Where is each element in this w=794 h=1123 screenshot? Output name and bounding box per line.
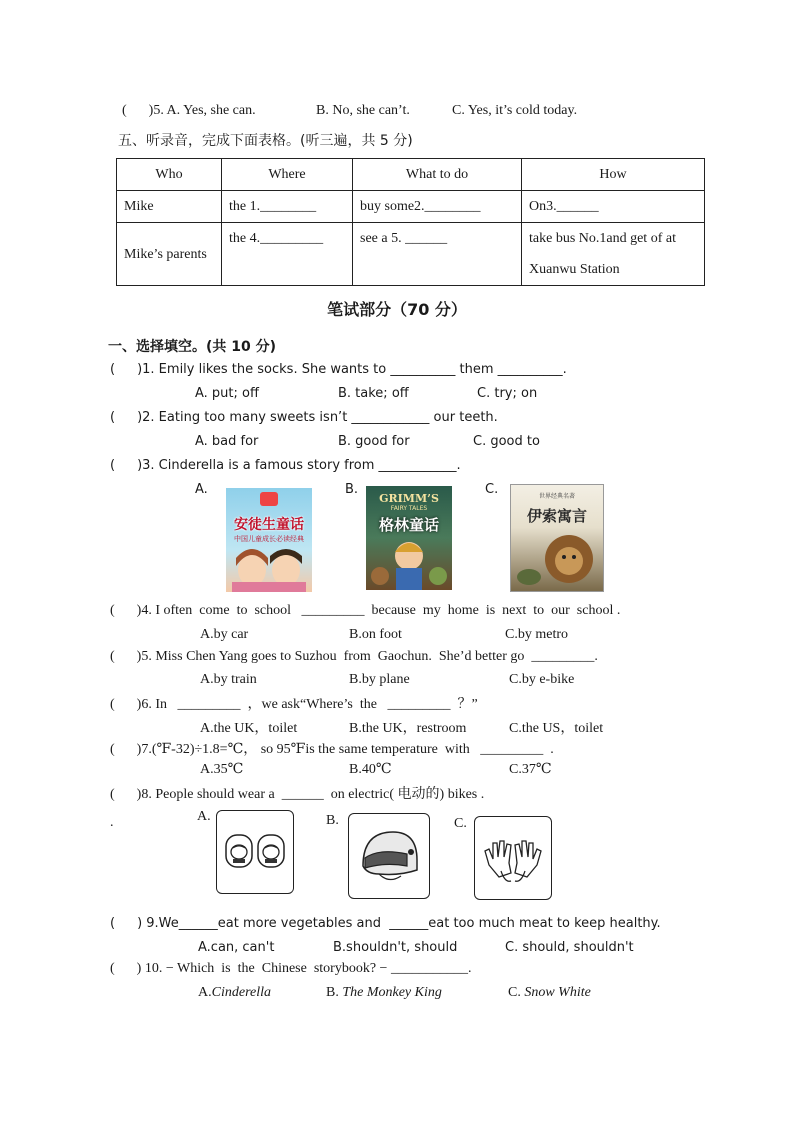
answer-paren: (	[110, 603, 115, 618]
listening-q5-option-c: C. Yes, it’s cold today.	[452, 103, 578, 118]
answer-paren: (	[110, 916, 116, 931]
book-title: 安徒生童话	[234, 517, 304, 533]
children-illustration	[226, 544, 312, 592]
listening-q5-option-b: B. No, she can’t.	[316, 103, 410, 118]
table-header: What to do	[353, 159, 522, 191]
written-part-title: 笔试部分（70 分）	[327, 300, 467, 319]
option-prefix: A.	[198, 985, 212, 1000]
listening-q5	[122, 103, 256, 119]
q10-option-a	[198, 985, 271, 1001]
knee-pads-card	[216, 810, 294, 894]
q8-option-a: A.	[197, 809, 211, 824]
table-cell: buy some2.________	[353, 191, 522, 223]
question-stem: ) 10. − Which is the Chinese storybook? − ___________.	[136, 961, 472, 976]
book-title: 格林童话	[378, 516, 439, 534]
answer-paren: (	[110, 742, 115, 757]
q1-option-a: A. put; off	[195, 386, 259, 401]
question-1	[110, 362, 567, 377]
question-7	[110, 738, 554, 758]
table-cell: the 4._________	[222, 223, 353, 286]
option-text: The Monkey King	[342, 985, 442, 1000]
option-prefix: B.	[326, 985, 343, 1000]
q6-option-c: C.the US，toilet	[509, 721, 604, 736]
badge-icon	[260, 492, 278, 506]
q8-option-c: C.	[454, 816, 467, 831]
question-stem: )8. People should wear a ______ on electric( 电动的) bikes .	[136, 787, 485, 802]
q7-option-b: B.40℃	[349, 762, 392, 777]
q8-option-b: B.	[326, 813, 339, 828]
question-stem: )4. I often come to school _________ because my home is next to our school .	[136, 603, 621, 618]
q5-stem: )5. A. Yes, she can.	[148, 103, 256, 118]
question-6	[110, 693, 478, 713]
question-stem: )7.(℉-32)÷1.8=℃， so 95℉is the same temperature with _________ .	[136, 742, 554, 757]
stray-mark: .	[110, 815, 114, 830]
table-row	[117, 191, 705, 223]
question-5	[110, 649, 598, 665]
q3-option-c: C.	[485, 482, 499, 497]
section5-heading: 五、听录音，完成下面表格。(听三遍，共 5 分)	[118, 133, 413, 149]
q9-option-b: B.shouldn't, should	[333, 940, 458, 955]
question-8	[110, 783, 484, 803]
table-cell: Mike	[117, 191, 222, 223]
q4-option-a: A.by car	[200, 627, 249, 642]
table-header: Who	[117, 159, 222, 191]
table-cell: see a 5. ______	[353, 223, 522, 286]
q1-option-b: B. take; off	[338, 386, 409, 401]
question-10	[110, 961, 471, 977]
table-header: How	[522, 159, 705, 191]
part1-heading: 一、选择填空。(共 10 分)	[108, 339, 277, 355]
answer-paren: (	[110, 649, 115, 664]
q10-option-c	[508, 985, 591, 1001]
table-row	[117, 223, 705, 286]
q4-option-c: C.by metro	[505, 627, 568, 642]
q5-option-b: B.by plane	[349, 672, 410, 687]
q9-option-c: C. should, shouldn't	[505, 940, 634, 955]
gloves-card	[474, 816, 552, 900]
character-illustration	[366, 536, 452, 590]
lion-illustration	[511, 529, 603, 591]
table-header: Where	[222, 159, 353, 191]
q3-option-b: B.	[345, 482, 359, 497]
book-brand: GRIMM’S	[379, 492, 439, 505]
q9-option-a: A.can, can't	[198, 940, 275, 955]
question-stem: )1. Emily likes the socks. She wants to __________ them __________.	[137, 362, 567, 377]
question-stem: ) 9.We______eat more vegetables and ______eat too much meat to keep healthy.	[137, 916, 661, 931]
answer-paren: (	[122, 103, 127, 118]
question-stem: )3. Cinderella is a famous story from ____________.	[137, 458, 461, 473]
question-2	[110, 410, 498, 425]
q5-option-c: C.by e-bike	[509, 672, 575, 687]
listening-table	[116, 158, 705, 286]
book-title: 伊索寓言	[526, 507, 587, 525]
q3-option-a: A.	[195, 482, 208, 497]
book-grimm-cover	[366, 486, 452, 590]
question-4	[110, 603, 620, 619]
q6-option-b: B.the UK，restroom	[349, 721, 467, 736]
option-text: Cinderella	[211, 985, 271, 1000]
helmet-card	[348, 813, 430, 899]
question-9	[110, 916, 661, 931]
option-text: Snow White	[524, 985, 591, 1000]
gloves-icon	[475, 817, 551, 899]
question-stem: )2. Eating too many sweets isn’t ____________ our teeth.	[137, 410, 498, 425]
book-subtitle: 中国儿童成长必读经典	[234, 535, 304, 543]
q10-option-b	[326, 985, 442, 1001]
table-cell: the 1.________	[222, 191, 353, 223]
table-cell: take bus No.1and get of at Xuanwu Station	[522, 223, 705, 286]
answer-paren: (	[110, 458, 116, 473]
book-andersen-cover	[226, 488, 312, 592]
answer-paren: (	[110, 697, 115, 712]
book-brand-sub: FAIRY TALES	[390, 505, 428, 512]
table-cell: On3.______	[522, 191, 705, 223]
table-cell: Mike’s parents	[117, 223, 222, 286]
q4-option-b: B.on foot	[349, 627, 402, 642]
q6-option-a: A.the UK，toilet	[200, 721, 298, 736]
book-aesop-cover	[510, 484, 604, 592]
q2-option-b: B. good for	[338, 434, 410, 449]
option-prefix: C.	[508, 985, 525, 1000]
knee-pads-icon	[217, 811, 293, 893]
answer-paren: (	[110, 787, 115, 802]
helmet-icon	[349, 814, 429, 898]
q2-option-c: C. good to	[473, 434, 540, 449]
q7-option-a: A.35℃	[200, 762, 244, 777]
question-stem: )6. In _________ ，we ask“Where’s the _________ ？”	[136, 697, 478, 712]
answer-paren: (	[110, 362, 116, 377]
question-3	[110, 458, 461, 473]
q7-option-c: C.37℃	[509, 762, 552, 777]
q1-option-c: C. try; on	[477, 386, 538, 401]
q2-option-a: A. bad for	[195, 434, 259, 449]
answer-paren: (	[110, 410, 116, 425]
table-header-row	[117, 159, 705, 191]
book-top-text: 世界经典名著	[538, 493, 575, 500]
question-stem: )5. Miss Chen Yang goes to Suzhou from Gaochun. She’d better go _________.	[136, 649, 598, 664]
answer-paren: (	[110, 961, 115, 976]
q5-option-a: A.by train	[200, 672, 257, 687]
